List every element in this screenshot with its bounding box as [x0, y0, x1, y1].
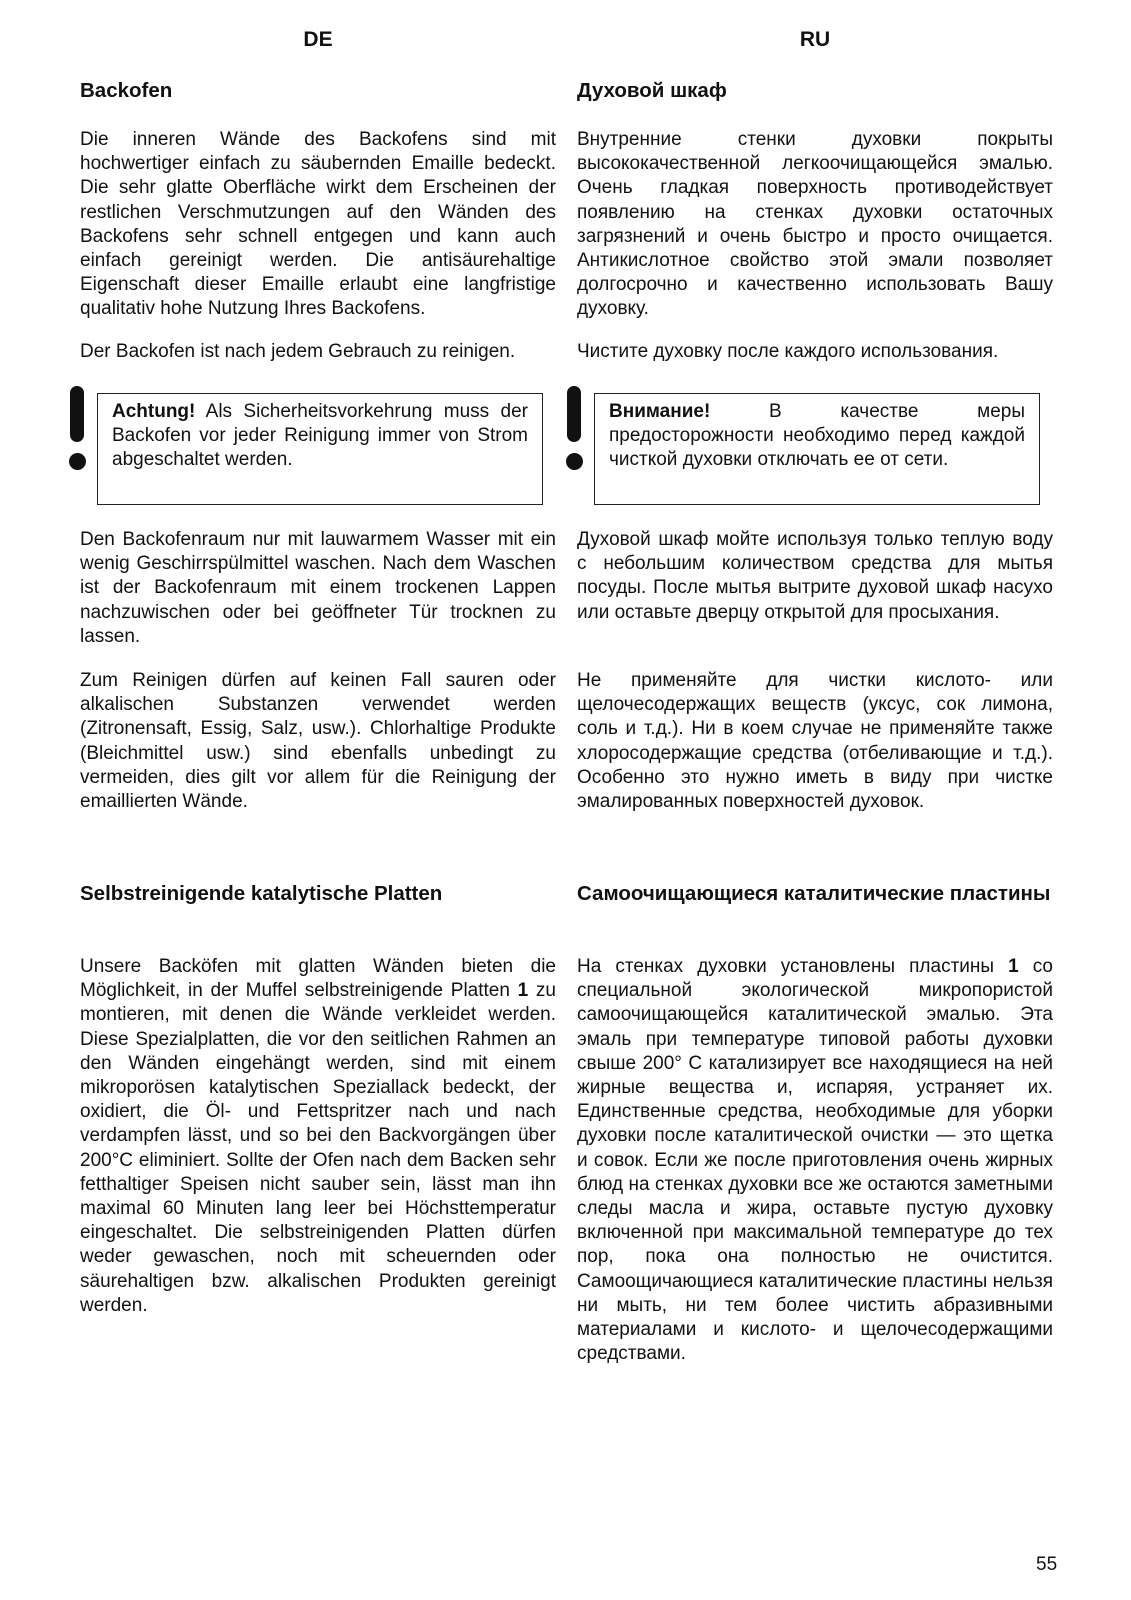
page-number: 55 [1036, 1554, 1058, 1575]
language-label-ru: RU [799, 28, 831, 51]
catalytic-text-rest-ru: со специальной экологической микропористой самоочищающейся каталитической эмалью. Эта эмаль при температуре типовой работы духовки свыше 200° С катализирует все находящиеся на ней жирные вещества и, испаряя, устраняет их. Единственные средства, необходимые для уборки духовки после каталитической очистки — это щетка и совок. Если же после приготовления очень жирных блюд на стенках духовки все же остаются заметными следы масла и жира, оставьте пустую духовку включенной при максимальной температуре до тех пор, пока она полностью не очистится. Самоощичающиеся каталитические пластины нельзя ни мыть, ни тем более чистить абразивными материалами и кислото- и щелочесодержащими средствами. [577, 956, 1053, 1365]
warning-text-de: Als Sicherheitsvorkehrung muss der Backofen vor jeder Reinigung immer von Strom abgeschaltet werden. [112, 401, 528, 471]
heading-catalytic-plates: Selbstreinigende katalytische Platten [80, 882, 443, 905]
warning-title-de: Achtung! [112, 401, 196, 422]
paragraph-enamel-ru: Внутренние стенки духовки покрыты высококачественной легкоочищающейся эмалью. Очень гладкая поверхность противодействует появлению на стенках духовки остаточных загрязнений и очень быстро и просто очищается. Антикислотное свойство этой эмали позволяет долгосрочно и качественно использовать Вашу духовку. [577, 129, 1053, 320]
warning-exclamation-icon [70, 386, 84, 442]
paragraph-clean-after-use: Der Backofen ist nach jedem Gebrauch zu reinigen. [80, 341, 516, 362]
catalytic-text-start-ru: На стенках духовки установлены пластины [577, 956, 1009, 977]
paragraph-catalytic [80, 955, 556, 1318]
warning-text-ru: В качестве меры предосторожности необходимо перед каждой чисткой духовки отключать ее от сети. [609, 401, 1025, 471]
paragraph-wash-oven-ru: Духовой шкаф мойте используя только теплую воду с небольшим количеством средства для мытья посуды. После мытья вытрите духовой шкаф насухо или оставьте дверцу открытой для просыхания. [577, 529, 1053, 623]
paragraph-clean-after-use-ru: Чистите духовку после каждого использования. [577, 341, 999, 362]
warning-title-ru: Внимание! [609, 401, 711, 422]
warning-exclamation-icon [567, 386, 581, 442]
catalytic-text-rest: zu montieren, mit denen die Wände verkleidet werden. Diese Spezialplatten, die vor den seitlichen Rahmen an den Wänden eingehängt werden, sind mit einem mikroporösen katalytischen Speziallack bedeckt, der oxidiert, die Öl- und Fettspritzer nach und nach verdampfen lässt, und so bei den Backvorgängen über 200°C eliminiert. Sollte der Ofen nach dem Backen sehr fetthaltiger Speisen nicht sauber sein, lässt man ihn maximal 60 Minuten lang leer bei Höchsttemperatur eingeschaltet. Die selbstreinigenden Platten dürfen weder gewaschen, noch mit scheuernden oder säurehaltigen bzw. alkalischen Produkten gereinigt werden. [80, 980, 556, 1316]
plate-number-ref-ru: 1 [1008, 956, 1019, 977]
paragraph-no-acids-ru: Не применяйте для чистки кислото- или щелочесодержащих веществ (уксус, сок лимона, соль и т.д.). Ни в коем случае не применяйте также хлоросодержащие средства (отбеливающие и т.д.). Особенно это нужно иметь в виду при чистке эмалированных поверхностей духовок. [577, 670, 1053, 813]
language-label-de: DE [303, 28, 333, 51]
paragraph-no-acids: Zum Reinigen dürfen auf keinen Fall sauren oder alkalischen Substanzen verwendet werden (Zitronensaft, Essig, Salz, usw.). Chlorhaltige Produkte (Bleichmittel usw.) sind ebenfalls unbedingt zu vermeiden, dies gilt vor allem für die Reinigung der emaillierten Wände. [80, 670, 556, 813]
heading-backofen: Backofen [80, 79, 173, 102]
plate-number-ref: 1 [517, 980, 529, 1002]
heading-oven-ru: Духовой шкаф [577, 79, 727, 102]
warning-exclamation-dot-icon [566, 453, 583, 470]
paragraph-catalytic-ru [577, 955, 1053, 1366]
heading-catalytic-plates-ru: Самоочищающиеся каталитические пластины [577, 882, 1051, 905]
paragraph-wash-oven: Den Backofenraum nur mit lauwarmem Wasser mit ein wenig Geschirrspülmittel waschen. Nach dem Waschen ist der Backofenraum mit einem trockenen Lappen nachzuwischen oder bei geöffneter Tür trocknen zu lassen. [80, 529, 556, 647]
warning-box-de [97, 393, 543, 505]
warning-box-ru [594, 393, 1040, 505]
warning-exclamation-dot-icon [69, 453, 86, 470]
paragraph-enamel: Die inneren Wände des Backofens sind mit hochwertiger einfach zu säubernden Emaille bedeckt. Die sehr glatte Oberfläche wirkt dem Erscheinen der restlichen Verschmutzungen auf den Wänden des Backofens sehr schnell entgegen und kann auch einfach gereinigt werden. Die antisäurehaltige Eigenschaft dieser Emaille erlaubt eine langfristige qualitativ hohe Nutzung Ihres Backofens. [80, 129, 556, 320]
catalytic-text-start: Unsere Backöfen mit glatten Wänden bieten die Möglichkeit, in der Muffel selbstreinigende Platten [80, 956, 556, 1002]
